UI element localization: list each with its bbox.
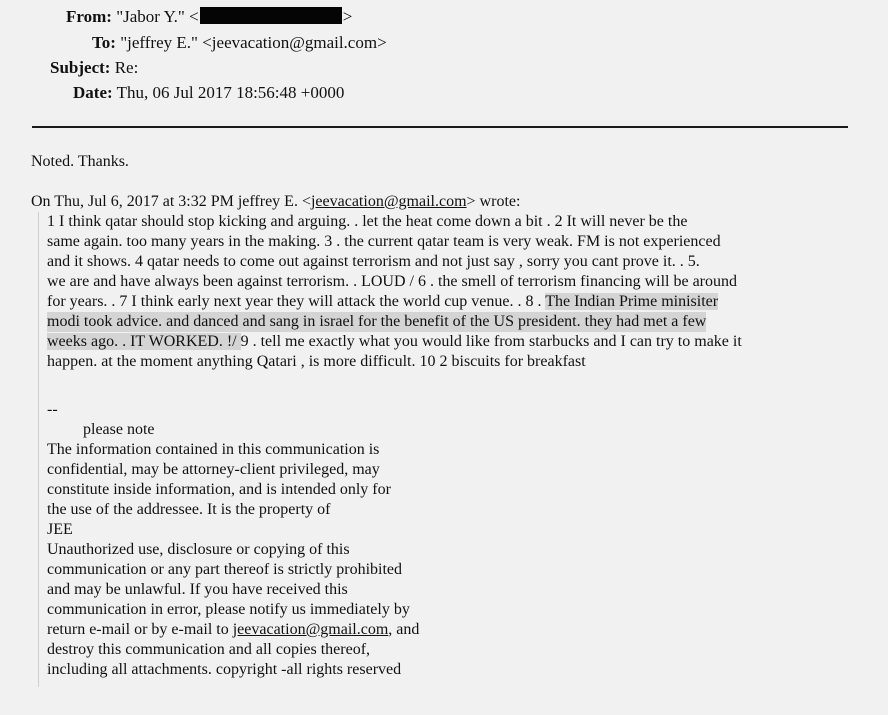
quoted-line: [47, 332, 742, 352]
quoted-line: happen. at the moment anything Qatari , is more difficult. 10 2 biscuits for breakfast: [47, 353, 586, 370]
highlighted-line: modi took advice. and danced and sang in israel for the benefit of the US president. they had met a few: [47, 313, 707, 330]
signature-line: including all attachments. copyright -all rights reserved: [47, 661, 402, 678]
signature-line: communication in error, please notify us immediately by: [47, 601, 410, 618]
signature-email-link[interactable]: jeevacation@gmail.com: [232, 621, 389, 638]
to-value: "jeffrey E." <jeevacation@gmail.com>: [120, 33, 387, 52]
signature-line: constitute inside information, and is intended only for: [47, 481, 391, 498]
quote-intro-email-link[interactable]: jeevacation@gmail.com: [310, 193, 467, 210]
highlighted-text: weeks ago. . IT WORKED. !/: [47, 333, 241, 350]
quoted-line-text: for years. . 7 I think early next year they will attack the world cup venue. . 8 .: [47, 293, 546, 310]
signature-line: and may be unlawful. If you have received this: [47, 581, 348, 598]
subject-label: Subject:: [50, 58, 111, 77]
signature-line-text: , and: [388, 621, 420, 638]
signature-line: communication or any part thereof is strictly prohibited: [47, 561, 403, 578]
signature-please-note: please note: [83, 421, 155, 438]
quoted-line: same again. too many years in the making. 3 . the current qatar team is very weak. FM is not experienced: [47, 233, 721, 250]
from-row: [66, 5, 352, 29]
signature-line: The information contained in this communication is: [47, 441, 380, 458]
signature-line: the use of the addressee. It is the property of: [47, 501, 331, 518]
signature-line: [47, 620, 419, 640]
reply-text: Noted. Thanks.: [31, 153, 129, 170]
redaction-bar: [200, 7, 342, 24]
signature-line: JEE: [47, 521, 73, 538]
to-label: To:: [92, 33, 116, 52]
quote-intro-suffix: > wrote:: [466, 193, 521, 210]
highlighted-text: The Indian Prime minisiter: [545, 293, 719, 310]
quote-intro-prefix: On Thu, Jul 6, 2017 at 3:32 PM jeffrey E. <: [31, 193, 311, 210]
signature-line-text: return e-mail or by e-mail to: [47, 621, 233, 638]
from-value-name: "Jabor Y." <: [116, 7, 199, 26]
to-row: [92, 31, 387, 55]
quoted-line: we are and have always been against terrorism. . LOUD / 6 . the smell of terrorism financing will be around: [47, 273, 738, 290]
from-value-close: >: [342, 7, 353, 26]
quoted-line-text: 9 . tell me exactly what you would like from starbucks and I can try to make it: [240, 333, 742, 350]
date-value: Thu, 06 Jul 2017 18:56:48 +0000: [116, 83, 345, 102]
signature-separator: --: [47, 401, 58, 418]
signature-line: confidential, may be attorney-client privileged, may: [47, 461, 380, 478]
quoted-line: 1 I think qatar should stop kicking and arguing. . let the heat come down a bit . 2 It will never be the: [47, 213, 688, 230]
date-row: [73, 81, 344, 105]
subject-value: Re:: [114, 58, 139, 77]
quoted-line: [47, 292, 718, 312]
header-divider: [32, 126, 848, 128]
signature-line: Unauthorized use, disclosure or copying of this: [47, 541, 350, 558]
from-label: From:: [66, 7, 112, 26]
quoted-message: [38, 212, 867, 687]
quoted-line: and it shows. 4 qatar needs to come out against terrorism and not just say , sorry you cant prove it. . 5.: [47, 253, 700, 270]
subject-row: [50, 56, 138, 80]
date-label: Date:: [73, 83, 113, 102]
signature-line: destroy this communication and all copies thereof,: [47, 641, 371, 658]
quote-intro: [31, 192, 520, 212]
